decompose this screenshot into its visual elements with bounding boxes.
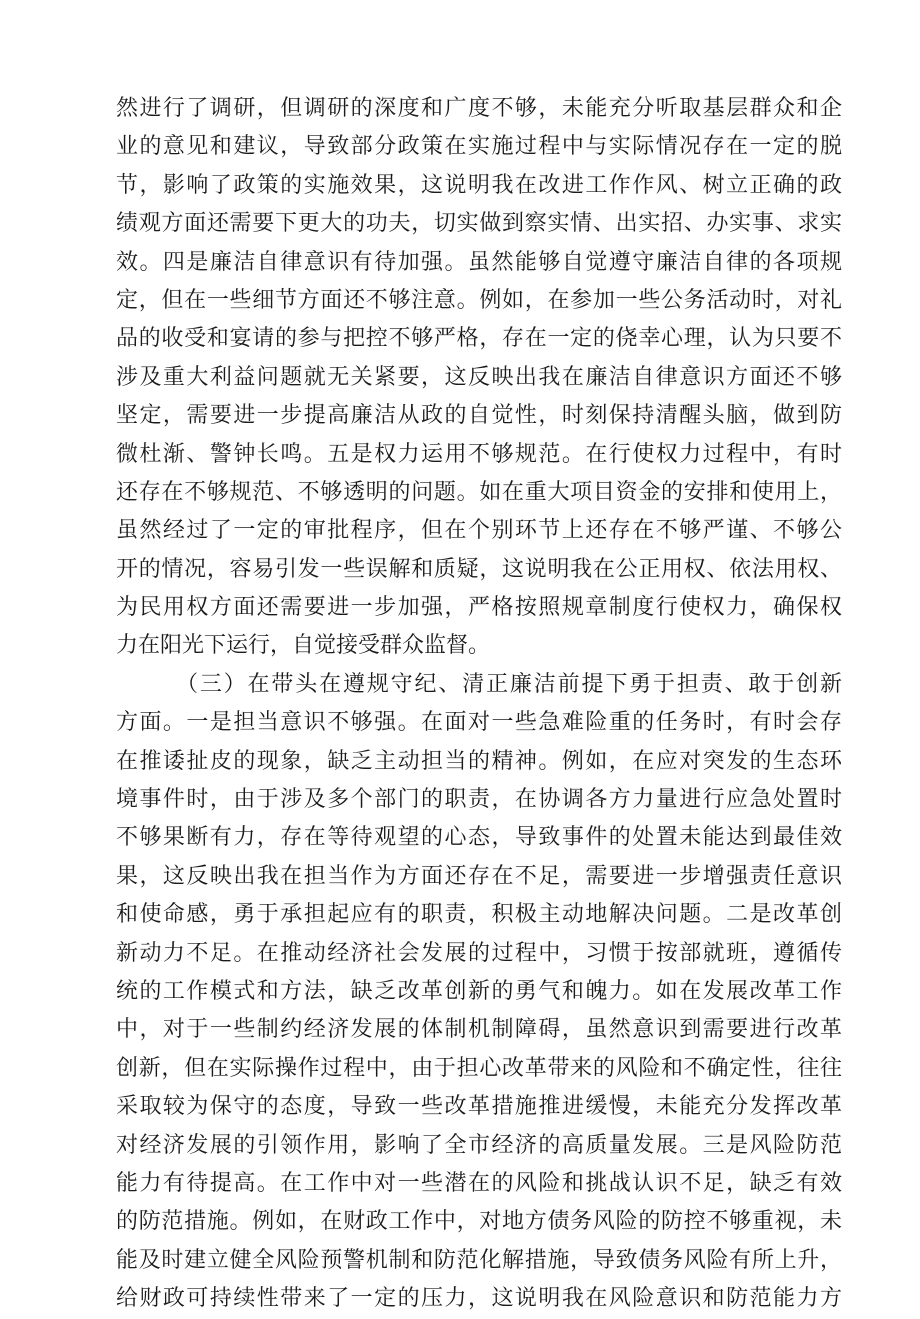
text-line: 定，但在一些细节方面还不够注意。例如，在参加一些公务活动时，对礼 xyxy=(116,287,842,313)
text-line: 果，这反映出我在担当作为方面还存在不足，需要进一步增强责任意识 xyxy=(116,863,842,889)
text-line: 还存在不够规范、不够透明的问题。如在重大项目资金的安排和使用上， xyxy=(116,479,842,505)
text-line: 然进行了调研，但调研的深度和广度不够，未能充分听取基层群众和企 xyxy=(116,96,842,121)
text-line: 中，对于一些制约经济发展的体制机制障碍，虽然意识到需要进行改革 xyxy=(116,1017,842,1043)
text-line: 品的收受和宴请的参与把控不够严格，存在一定的侥幸心理，认为只要不 xyxy=(116,326,842,352)
text-line: 对经济发展的引领作用，影响了全市经济的高质量发展。三是风险防范 xyxy=(116,1132,842,1158)
section-heading-line: （三）在带头在遵规守纪、清正廉洁前提下勇于担责、敢于创新 xyxy=(176,671,842,697)
text-line: 虽然经过了一定的审批程序，但在个别环节上还存在不够严谨、不够公 xyxy=(116,518,842,544)
text-line: 效。四是廉洁自律意识有待加强。虽然能够自觉遵守廉洁自律的各项规 xyxy=(116,249,842,275)
text-line: 和使命感，勇于承担起应有的职责，积极主动地解决问题。二是改革创 xyxy=(116,902,842,928)
text-line: 在推诿扯皮的现象，缺乏主动担当的精神。例如，在应对突发的生态环 xyxy=(116,748,842,774)
text-line: 开的情况，容易引发一些误解和质疑，这说明我在公正用权、依法用权、 xyxy=(116,556,842,582)
text-line: 的防范措施。例如，在财政工作中，对地方债务风险的防控不够重视，未 xyxy=(116,1209,842,1235)
text-line: 涉及重大利益问题就无关紧要，这反映出我在廉洁自律意识方面还不够 xyxy=(116,364,842,390)
text-line: 给财政可持续性带来了一定的压力，这说明我在风险意识和防范能力方 xyxy=(116,1286,842,1312)
body-text xyxy=(116,90,842,1319)
text-line: 方面。一是担当意识不够强。在面对一些急难险重的任务时，有时会存 xyxy=(116,710,842,736)
text-line: 统的工作模式和方法，缺乏改革创新的勇气和魄力。如在发展改革工作 xyxy=(116,978,842,1004)
text-line: 业的意见和建议，导致部分政策在实施过程中与实际情况存在一定的脱 xyxy=(116,134,842,160)
text-line: 绩观方面还需要下更大的功夫，切实做到察实情、出实招、办实事、求实 xyxy=(116,211,842,237)
text-line: 为民用权方面还需要进一步加强，严格按照规章制度行使权力，确保权 xyxy=(116,595,842,621)
text-line: 节，影响了政策的实施效果，这说明我在改进工作作风、树立正确的政 xyxy=(116,172,842,198)
text-line: 能力有待提高。在工作中对一些潜在的风险和挑战认识不足，缺乏有效 xyxy=(116,1170,842,1196)
text-line: 新动力不足。在推动经济社会发展的过程中，习惯于按部就班，遵循传 xyxy=(116,940,842,966)
text-line: 坚定，需要进一步提高廉洁从政的自觉性，时刻保持清醒头脑，做到防 xyxy=(116,403,842,429)
text-line: 能及时建立健全风险预警机制和防范化解措施，导致债务风险有所上升， xyxy=(116,1247,842,1273)
text-line: 境事件时，由于涉及多个部门的职责，在协调各方力量进行应急处置时 xyxy=(116,787,842,813)
text-line: 力在阳光下运行，自觉接受群众监督。 xyxy=(116,633,491,659)
text-line: 创新，但在实际操作过程中，由于担心改革带来的风险和不确定性，往往 xyxy=(116,1055,842,1081)
text-line: 采取较为保守的态度，导致一些改革措施推进缓慢，未能充分发挥改革 xyxy=(116,1094,842,1120)
text-line: 微杜渐、警钟长鸣。五是权力运用不够规范。在行使权力过程中，有时 xyxy=(116,441,842,467)
text-line: 不够果断有力，存在等待观望的心态，导致事件的处置未能达到最佳效 xyxy=(116,825,842,851)
